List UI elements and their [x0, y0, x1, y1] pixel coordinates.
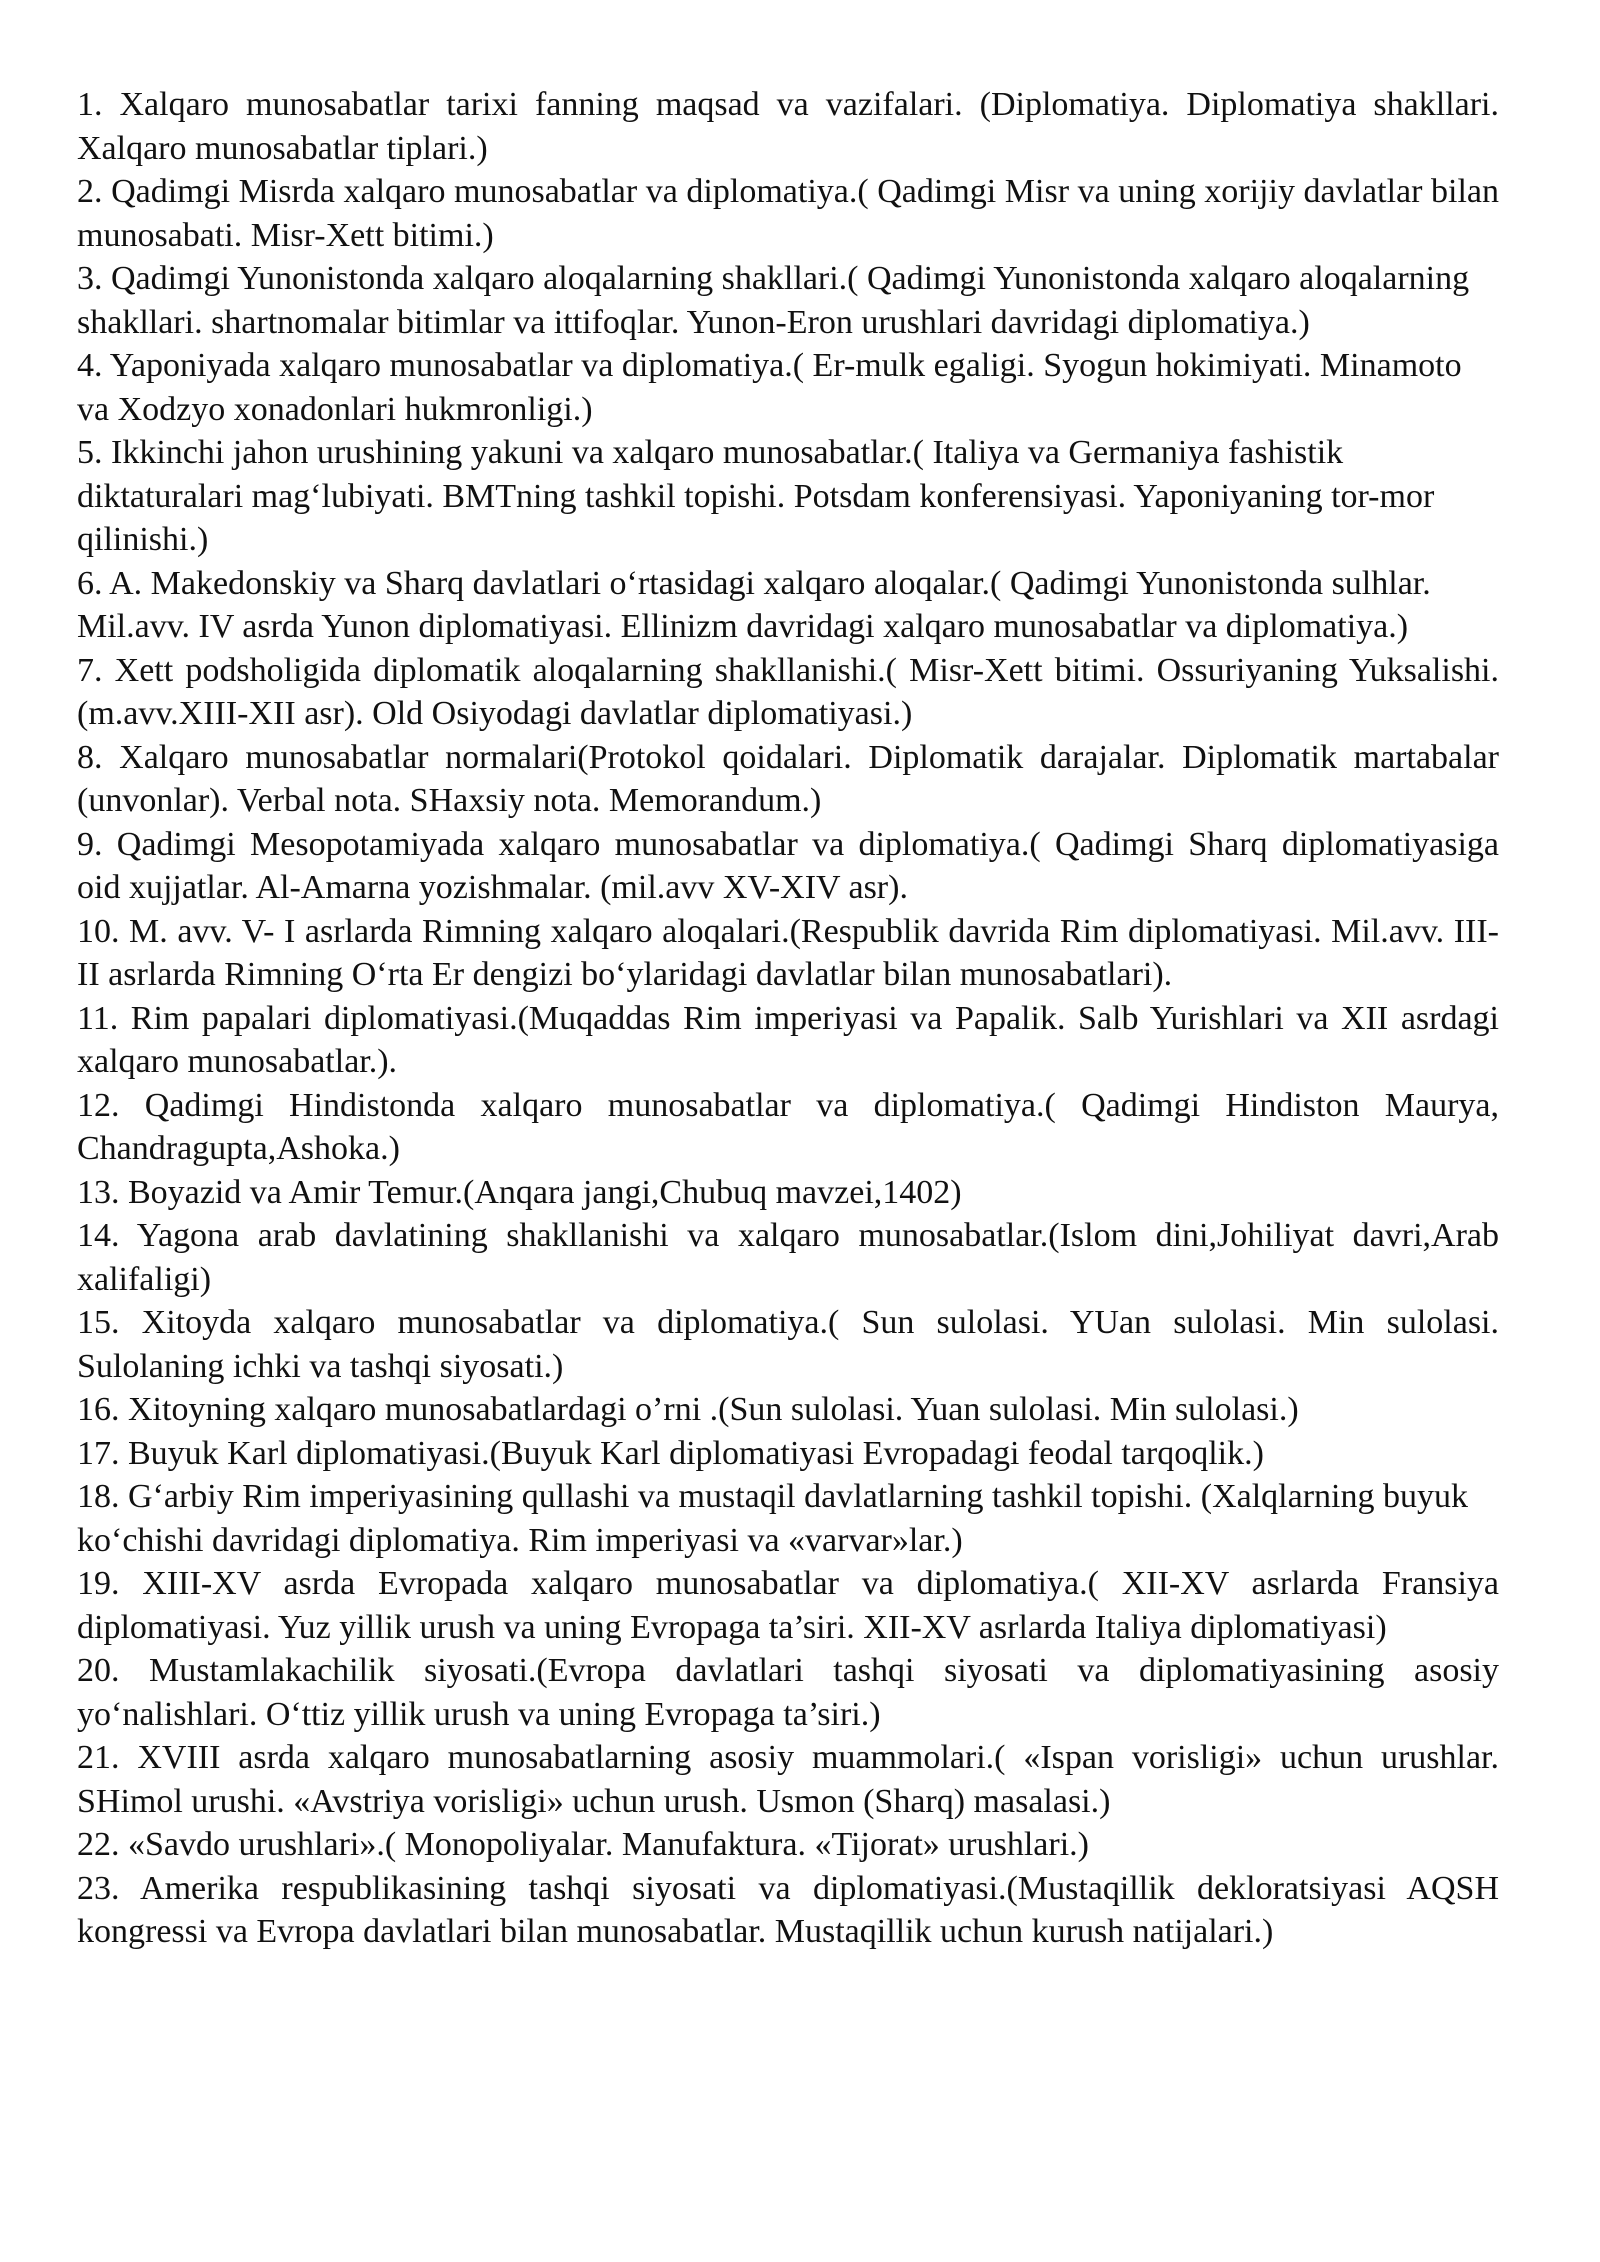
- document-page: [77, 83, 1499, 1954]
- list-item: 1. Xalqaro munosabatlar tarixi fanning maqsad va vazifalari. (Diplomatiya. Diplomatiya shakllari. Xalqaro munosabatlar tiplari.): [77, 86, 1499, 167]
- list-item: 22. «Savdo urushlari».( Monopoliyalar. Manufaktura. «Tijorat» urushlari.): [77, 1826, 1089, 1863]
- list-item: 6. A. Makedonskiy va Sharq davlatlari o‘rtasidagi xalqaro aloqalar.( Qadimgi Yunonistonda sulhlar. Mil.avv. IV asrda Yunon diplomatiyasi. Ellinizm davridagi xalqaro munosabatlar va diplomatiya.): [77, 564, 1431, 645]
- list-item: 19. XIII-XV asrda Evropada xalqaro munosabatlar va diplomatiya.( XII-XV asrlarda Fransiya diplomatiyasi. Yuz yillik urush va uning Evropaga ta’siri. XII-XV asrlarda Italiya diplomatiyasi): [77, 1565, 1499, 1646]
- list-item: 4. Yaponiyada xalqaro munosabatlar va diplomatiya.( Er-mulk egaligi. Syogun hokimiyati. Minamoto va Xodzyo xonadonlari hukmronligi.): [77, 347, 1462, 428]
- list-item: 15. Xitoyda xalqaro munosabatlar va diplomatiya.( Sun sulolasi. YUan sulolasi. Min sulolasi. Sulolaning ichki va tashqi siyosati.): [77, 1304, 1499, 1385]
- list-item: 12. Qadimgi Hindistonda xalqaro munosabatlar va diplomatiya.( Qadimgi Hindiston Maurya, Chandragupta,Ashoka.): [77, 1086, 1499, 1167]
- list-item: 9. Qadimgi Mesopotamiyada xalqaro munosabatlar va diplomatiya.( Qadimgi Sharq diplomatiyasiga oid xujjatlar. Al-Amarna yozishmalar. (mil.avv XV-XIV asr).: [77, 825, 1499, 906]
- list-item: 23. Amerika respublikasining tashqi siyosati va diplomatiyasi.(Mustaqillik dekloratsiyasi AQSH kongressi va Evropa davlatlari bilan munosabatlar. Mustaqillik uchun kurush natijalari.): [77, 1869, 1499, 1950]
- list-item: 11. Rim papalari diplomatiyasi.(Muqaddas Rim imperiyasi va Papalik. Salb Yurishlari va XII asrdagi xalqaro munosabatlar.).: [77, 999, 1499, 1080]
- list-item: 16. Xitoyning xalqaro munosabatlardagi o’rni .(Sun sulolasi. Yuan sulolasi. Min sulolasi.): [77, 1391, 1299, 1428]
- list-item: 7. Xett podsholigida diplomatik aloqalarning shakllanishi.( Misr-Xett bitimi. Ossuriyaning Yuksalishi. (m.avv.XIII-XII asr). Old Osiyodagi davlatlar diplomatiyasi.): [77, 651, 1499, 732]
- list-item: 21. XVIII asrda xalqaro munosabatlarning asosiy muammolari.( «Ispan vorisligi» uchun urushlar. SHimol urushi. «Avstriya vorisligi» uchun urush. Usmon (Sharq) masalasi.): [77, 1739, 1499, 1820]
- list-item: 8. Xalqaro munosabatlar normalari(Protokol qoidalari. Diplomatik darajalar. Diplomatik martabalar (unvonlar). Verbal nota. SHaxsiy nota. Memorandum.): [77, 738, 1499, 819]
- list-item: 17. Buyuk Karl diplomatiyasi.(Buyuk Karl diplomatiyasi Evropadagi feodal tarqoqlik.): [77, 1434, 1264, 1472]
- list-item: 5. Ikkinchi jahon urushining yakuni va xalqaro munosabatlar.( Italiya va Germaniya fashistik diktaturalari mag‘lubiyati. BMTning tashkil topishi. Potsdam konferensiyasi. Yaponiyaning tor-mor qilinishi.): [77, 434, 1435, 558]
- list-item: 18. G‘arbiy Rim imperiyasining qullashi va mustaqil davlatlarning tashkil topishi. (Xalqlarning buyuk ko‘chishi davridagi diplomatiya. Rim imperiyasi va «varvar»lar.): [77, 1478, 1468, 1559]
- list-item: 10. M. avv. V- I asrlarda Rimning xalqaro aloqalari.(Respublik davrida Rim diplomatiyasi. Mil.avv. III-II asrlarda Rimning O‘rta Er dengizi bo‘ylaridagi davlatlar bilan munosabatlari).: [77, 912, 1499, 993]
- list-item: 2. Qadimgi Misrda xalqaro munosabatlar va diplomatiya.( Qadimgi Misr va uning xorijiy davlatlar bilan munosabati. Misr-Xett bitimi.): [77, 173, 1499, 254]
- list-item: 20. Mustamlakachilik siyosati.(Evropa davlatlari tashqi siyosati va diplomatiyasining asosiy yo‘nalishlari. O‘ttiz yillik urush va uning Evropaga ta’siri.): [77, 1652, 1499, 1733]
- list-item: 3. Qadimgi Yunonistonda xalqaro aloqalarning shakllari.( Qadimgi Yunonistonda xalqaro aloqalarning shakllari. shartnomalar bitimlar va ittifoqlar. Yunon-Eron urushlari davridagi diplomatiya.): [77, 260, 1470, 341]
- list-item: 14. Yagona arab davlatining shakllanishi va xalqaro munosabatlar.(Islom dini,Johiliyat davri,Arab xalifaligi): [77, 1217, 1499, 1298]
- list-item: 13. Boyazid va Amir Temur.(Anqara jangi,Chubuq mavzei,1402): [77, 1173, 962, 1211]
